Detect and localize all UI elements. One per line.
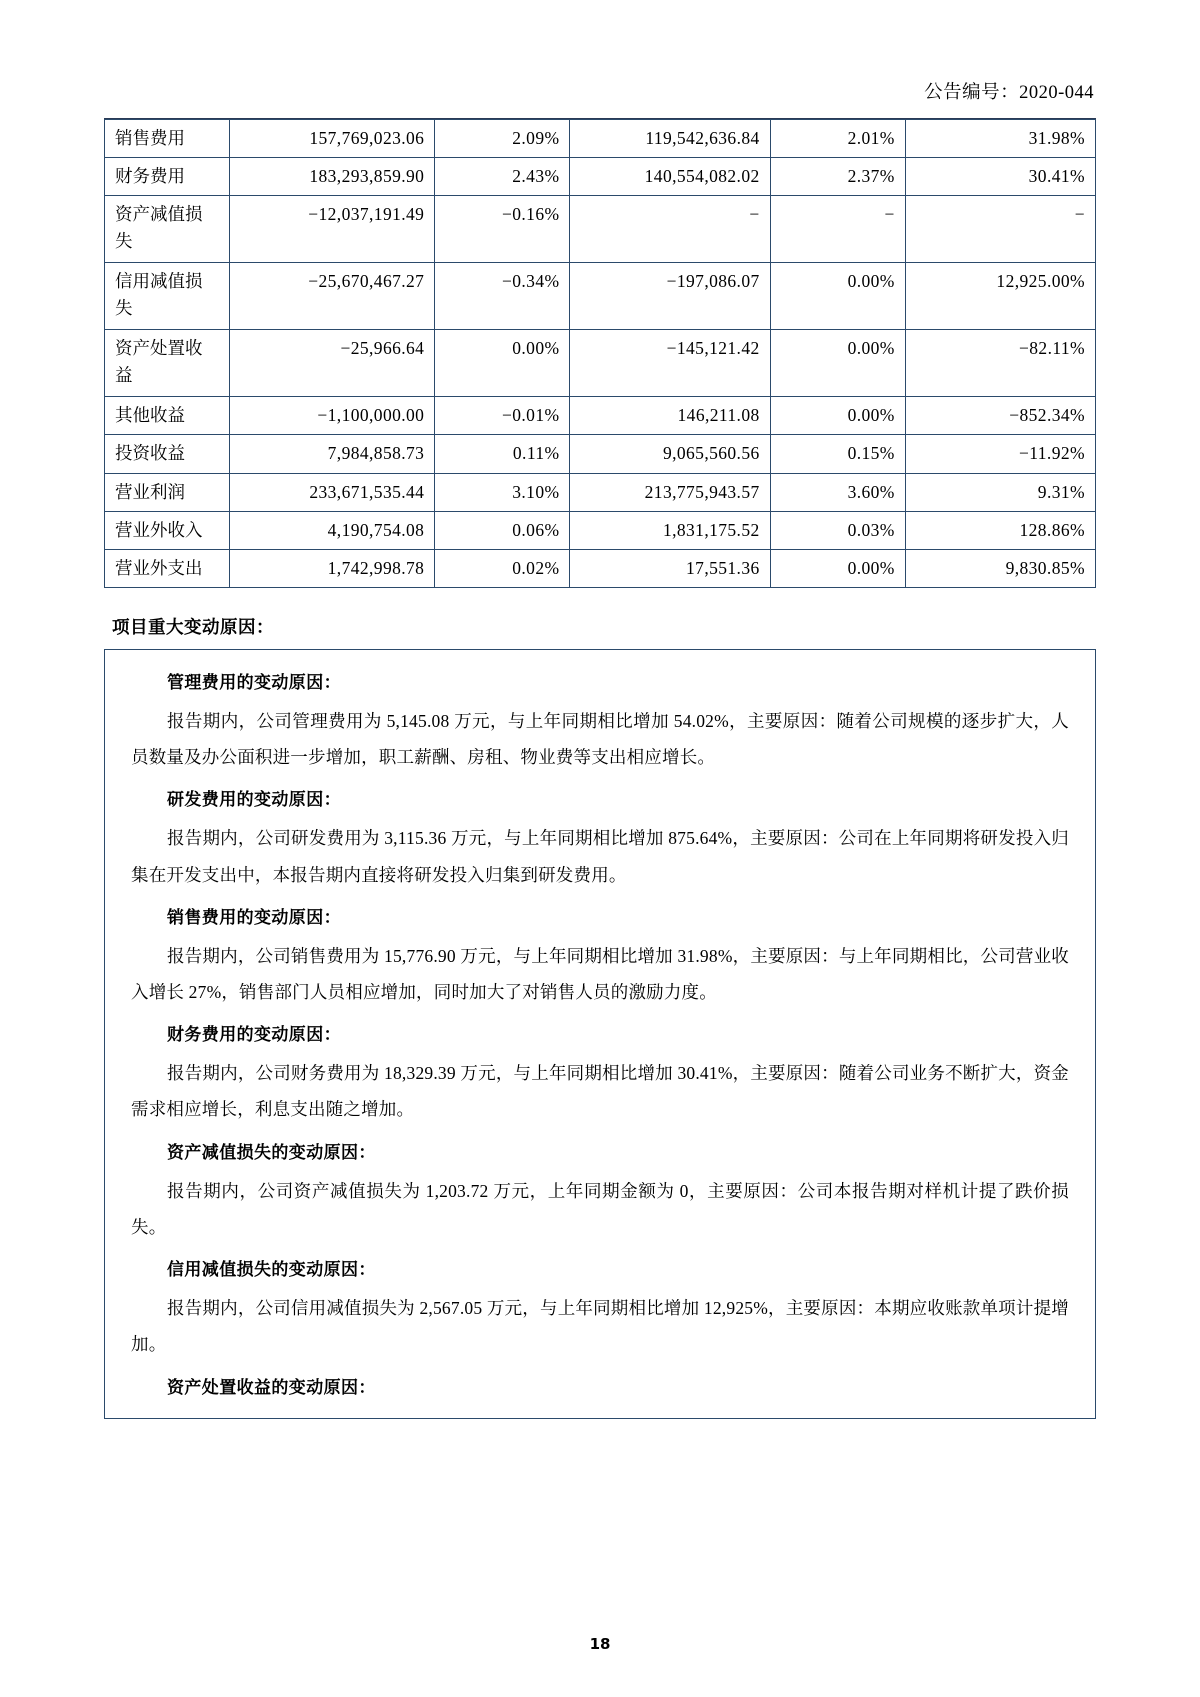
reason-heading: 管理费用的变动原因：	[167, 672, 341, 693]
reason-body: 报告期内，公司财务费用为 18,329.39 万元，与上年同期相比增加 30.41%，主要原因：随着公司业务不断扩大，资金需求相应增长，利息支出随之增加。	[131, 1063, 1069, 1120]
reason-heading: 财务费用的变动原因：	[167, 1025, 341, 1046]
reason-body: 报告期内，公司销售费用为 15,776.90 万元，与上年同期相比增加 31.98%，主要原因：与上年同期相比，公司营业收入增长 27%，销售部门人员相应增加，同时加大了对销售人员的激励力度。	[131, 945, 1069, 1002]
announcement-number: 公告编号：2020-044	[924, 83, 1094, 103]
row-pct-current: −0.16%	[435, 196, 570, 263]
row-change: 9,830.85%	[905, 549, 1095, 587]
table-row	[105, 330, 1096, 397]
table-row	[105, 549, 1096, 587]
section-title: 项目重大变动原因：	[112, 617, 274, 638]
row-pct-current: 2.43%	[435, 158, 570, 196]
row-value-current: 4,190,754.08	[230, 511, 435, 549]
row-value-current: −25,966.64	[230, 330, 435, 397]
row-pct-prior: 0.15%	[770, 435, 905, 473]
row-value-prior: 119,542,636.84	[570, 120, 770, 158]
row-pct-prior: 0.00%	[770, 397, 905, 435]
reasons-box	[104, 649, 1096, 1419]
row-change: 9.31%	[905, 473, 1095, 511]
row-pct-current: −0.34%	[435, 263, 570, 330]
page-number: 18	[589, 1635, 611, 1653]
row-label: 销售费用	[105, 120, 230, 158]
row-label: 营业外支出	[105, 549, 230, 587]
row-value-current: −25,670,467.27	[230, 263, 435, 330]
row-value-prior: 146,211.08	[570, 397, 770, 435]
row-value-current: −1,100,000.00	[230, 397, 435, 435]
row-pct-current: −0.01%	[435, 397, 570, 435]
row-label: 资产减值损失	[105, 196, 230, 263]
row-label: 资产处置收益	[105, 330, 230, 397]
row-value-prior: −197,086.07	[570, 263, 770, 330]
row-pct-prior: 0.00%	[770, 549, 905, 587]
row-label: 营业外收入	[105, 511, 230, 549]
row-value-current: 183,293,859.90	[230, 158, 435, 196]
reason-heading: 信用减值损失的变动原因：	[167, 1260, 376, 1281]
reason-body: 报告期内，公司资产减值损失为 1,203.72 万元，上年同期金额为 0，主要原因：公司本报告期对样机计提了跌价损失。	[131, 1180, 1069, 1237]
row-pct-prior: 2.01%	[770, 120, 905, 158]
row-value-current: 157,769,023.06	[230, 120, 435, 158]
reason-heading: 资产处置收益的变动原因：	[167, 1377, 376, 1398]
row-pct-current: 0.11%	[435, 435, 570, 473]
row-change: 12,925.00%	[905, 263, 1095, 330]
reason-heading: 销售费用的变动原因：	[167, 907, 341, 928]
table-row	[105, 511, 1096, 549]
row-change: −11.92%	[905, 435, 1095, 473]
reason-body: 报告期内，公司信用减值损失为 2,567.05 万元，与上年同期相比增加 12,925%，主要原因：本期应收账款单项计提增加。	[131, 1298, 1069, 1355]
row-value-prior: 1,831,175.52	[570, 511, 770, 549]
row-change: −82.11%	[905, 330, 1095, 397]
row-change: −	[905, 196, 1095, 263]
table-row	[105, 397, 1096, 435]
row-pct-prior: 2.37%	[770, 158, 905, 196]
row-change: 31.98%	[905, 120, 1095, 158]
financial-table	[104, 119, 1096, 588]
row-pct-prior: 3.60%	[770, 473, 905, 511]
table-row	[105, 196, 1096, 263]
row-value-prior: 140,554,082.02	[570, 158, 770, 196]
reason-heading: 资产减值损失的变动原因：	[167, 1142, 376, 1163]
row-value-prior: 9,065,560.56	[570, 435, 770, 473]
row-label: 信用减值损失	[105, 263, 230, 330]
row-pct-prior: 0.00%	[770, 330, 905, 397]
row-pct-current: 3.10%	[435, 473, 570, 511]
row-pct-prior: −	[770, 196, 905, 263]
table-row	[105, 158, 1096, 196]
reason-heading: 研发费用的变动原因：	[167, 790, 341, 811]
row-pct-current: 0.02%	[435, 549, 570, 587]
row-label: 其他收益	[105, 397, 230, 435]
reason-body: 报告期内，公司管理费用为 5,145.08 万元，与上年同期相比增加 54.02%，主要原因：随着公司规模的逐步扩大，人员数量及办公面积进一步增加，职工薪酬、房租、物业费等支出相应增长。	[131, 710, 1069, 768]
row-value-prior: 17,551.36	[570, 549, 770, 587]
row-value-prior: −	[570, 196, 770, 263]
row-value-prior: 213,775,943.57	[570, 473, 770, 511]
row-value-prior: −145,121.42	[570, 330, 770, 397]
row-value-current: 233,671,535.44	[230, 473, 435, 511]
row-value-current: 7,984,858.73	[230, 435, 435, 473]
row-pct-prior: 0.03%	[770, 511, 905, 549]
row-value-current: −12,037,191.49	[230, 196, 435, 263]
row-pct-current: 0.06%	[435, 511, 570, 549]
table-row	[105, 263, 1096, 330]
row-change: −852.34%	[905, 397, 1095, 435]
row-label: 投资收益	[105, 435, 230, 473]
row-value-current: 1,742,998.78	[230, 549, 435, 587]
row-pct-current: 2.09%	[435, 120, 570, 158]
row-change: 128.86%	[905, 511, 1095, 549]
row-pct-prior: 0.00%	[770, 263, 905, 330]
table-row	[105, 435, 1096, 473]
row-label: 营业利润	[105, 473, 230, 511]
row-change: 30.41%	[905, 158, 1095, 196]
row-pct-current: 0.00%	[435, 330, 570, 397]
reason-body: 报告期内，公司研发费用为 3,115.36 万元，与上年同期相比增加 875.64%，主要原因：公司在上年同期将研发投入归集在开发支出中，本报告期内直接将研发投入归集到研发费用。	[131, 828, 1069, 885]
table-row	[105, 120, 1096, 158]
row-label: 财务费用	[105, 158, 230, 196]
table-row	[105, 473, 1096, 511]
